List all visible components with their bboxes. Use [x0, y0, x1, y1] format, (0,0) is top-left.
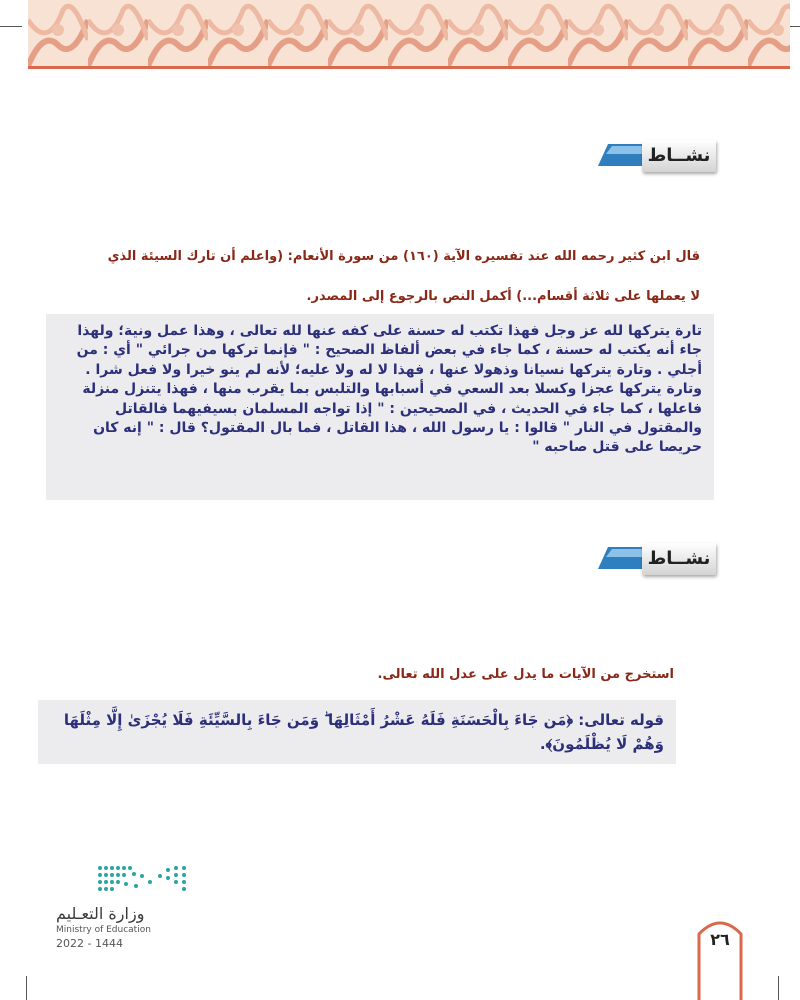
banner-divider: [28, 66, 790, 69]
crop-mark: [26, 976, 27, 1000]
page-number: ٢٦: [710, 930, 730, 949]
answer-box: [46, 314, 714, 500]
activity-prompt: استخرج من الآيات ما يدل على عدل الله تعالى.: [377, 667, 674, 682]
activity-prompt-line: لا يعملها على ثلاثة أقسام...) أكمل النص بالرجوع إلى المصدر.: [306, 289, 700, 304]
activity-badge: [596, 140, 716, 172]
ministry-emblem-icon: [56, 862, 196, 896]
crop-mark: [778, 976, 779, 1000]
answer-box: [38, 700, 676, 764]
ministry-name-en: Ministry of Education: [56, 925, 151, 935]
activity-badge-label: نشــاط: [642, 140, 716, 172]
activity-badge: [596, 543, 716, 575]
ministry-year: 2022 - 1444: [56, 937, 123, 950]
crop-mark: [0, 26, 22, 27]
page-number-tab: [697, 914, 743, 1000]
activity-prompt-line: قال ابن كثير رحمه الله عند تفسيره الآية (١٦٠) من سورة الأنعام: (واعلم أن تارك السيئة الذي: [107, 249, 700, 264]
activity-badge-label: نشــاط: [642, 543, 716, 575]
answer-text: تارة يتركها لله عز وجل فهذا تكتب له حسنة على كفه عنها لله تعالى ، وهذا عمل ونية؛ ولهذا جاء أنه يكتب له حسنة ، كما جاء في بعض ألفاظ الصحيح : " فإنما تركها من جرائي " أي : من أجلي . وتارة يتركها نسيانا وذهولا عنها ، فهذا لا له ولا عليه؛ لأنه لم ينو خيرا ولا فعل شرا . وتارة يتركها عجزا وكسلا بعد السعي في أسبابها والتلبس بما يقرب منها ، فهذا يتنزل منزلة فاعلها ، كما جاء في الحديث ، في الصحيحين : " إذا تواجه المسلمان بسيفيهما فالقاتل والمقتول في النار " قالوا : يا رسول الله ، هذا القاتل ، فما بال المقتول؟ قال : " إنه كان حريصا على قتل صاحبه ": [76, 323, 702, 456]
ministry-logo: [56, 862, 196, 950]
arabesque-pattern: [28, 0, 790, 66]
activity-tab-icon: [598, 144, 644, 166]
activity-tab-icon: [598, 547, 644, 569]
answer-text: قوله تعالى: ﴿مَن جَاءَ بِالْحَسَنَةِ فَلَهُ عَشْرُ أَمْثَالِهَا ۖ وَمَن جَاءَ بِالسَّيِّئَةِ فَلَا يُجْزَىٰ إِلَّا مِثْلَهَا وَهُمْ لَا يُظْلَمُونَ﴾.: [63, 711, 664, 753]
decorative-banner: [28, 0, 790, 66]
ministry-name-ar: وزارة التعـليم: [56, 904, 145, 923]
